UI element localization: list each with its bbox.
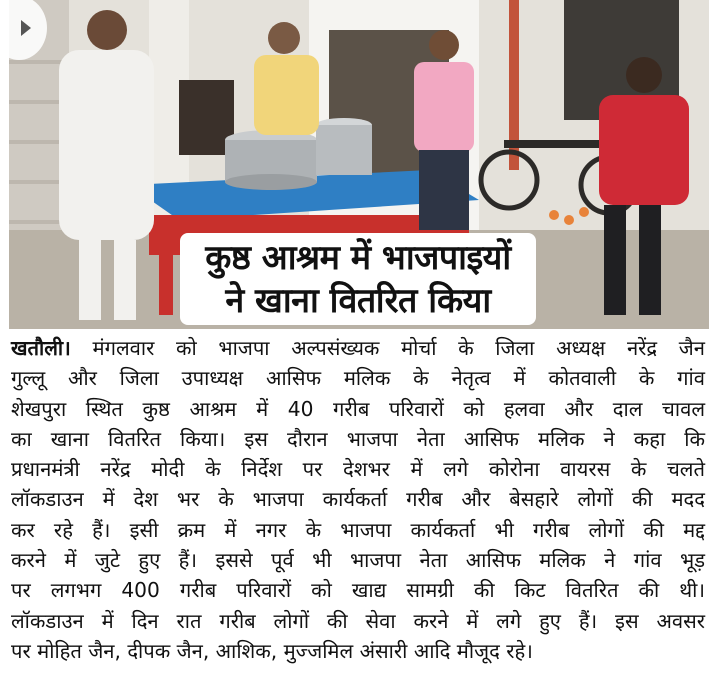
article-body <box>11 333 705 666</box>
news-photo <box>9 0 709 329</box>
dateline: खतौली। <box>11 336 71 360</box>
article-line-6: लॉकडाउन में देश भर के भाजपा कार्यकर्ता गरीब और बेसहारे लोगों की मदद <box>11 487 705 512</box>
headline-line-1: कुष्ठ आश्रम में भाजपाइयों <box>205 238 511 278</box>
headline-line-2: ने खाना वितरित किया <box>225 281 491 321</box>
article-line-9: पर लगभग 400 गरीब परिवारों को खाद्य सामग्री की किट वितरित की थी। <box>11 578 705 603</box>
article-line-3: शेखपुरा स्थित कुष्ठ आश्रम में 40 गरीब परिवारों को हलवा और दाल चावल <box>11 396 706 421</box>
article-line-7: कर रहे हैं। इसी क्रम में नगर के भाजपा कार्यकर्ता भी गरीब लोगों की मद्द <box>11 517 705 542</box>
article-line-4: का खाना वितरित किया। इस दौरान भाजपा नेता आसिफ मलिक ने कहा कि <box>11 426 705 451</box>
article-line-5: प्रधानमंत्री नरेंद्र मोदी के निर्देश पर देशभर में लगे कोरोना वायरस के चलते <box>11 457 705 482</box>
article-line-10: लॉकडाउन में दिन रात गरीब लोगों की सेवा करने में लगे हुए हैं। इस अवसर <box>11 608 705 633</box>
headline-box <box>180 233 536 325</box>
article-line-1: खतौली। मंगलवार को भाजपा अल्पसंख्यक मोर्चा के जिला अध्यक्ष नरेंद्र जैन <box>11 336 705 360</box>
article-line-8: करने में जुटे हुए हैं। इससे पूर्व भी भाजपा नेता आसिफ मलिक ने गांव भूड़ <box>11 548 705 573</box>
play-back-icon <box>21 20 31 36</box>
article-line-2: गुल्लू और जिला उपाध्यक्ष आसिफ मलिक के नेतृत्व में कोतवाली के गांव <box>11 366 705 391</box>
article-line-11: पर मोहित जैन, दीपक जैन, आशिक, मुज्जमिल अंसारी आदि मौजूद रहे। <box>11 638 533 663</box>
